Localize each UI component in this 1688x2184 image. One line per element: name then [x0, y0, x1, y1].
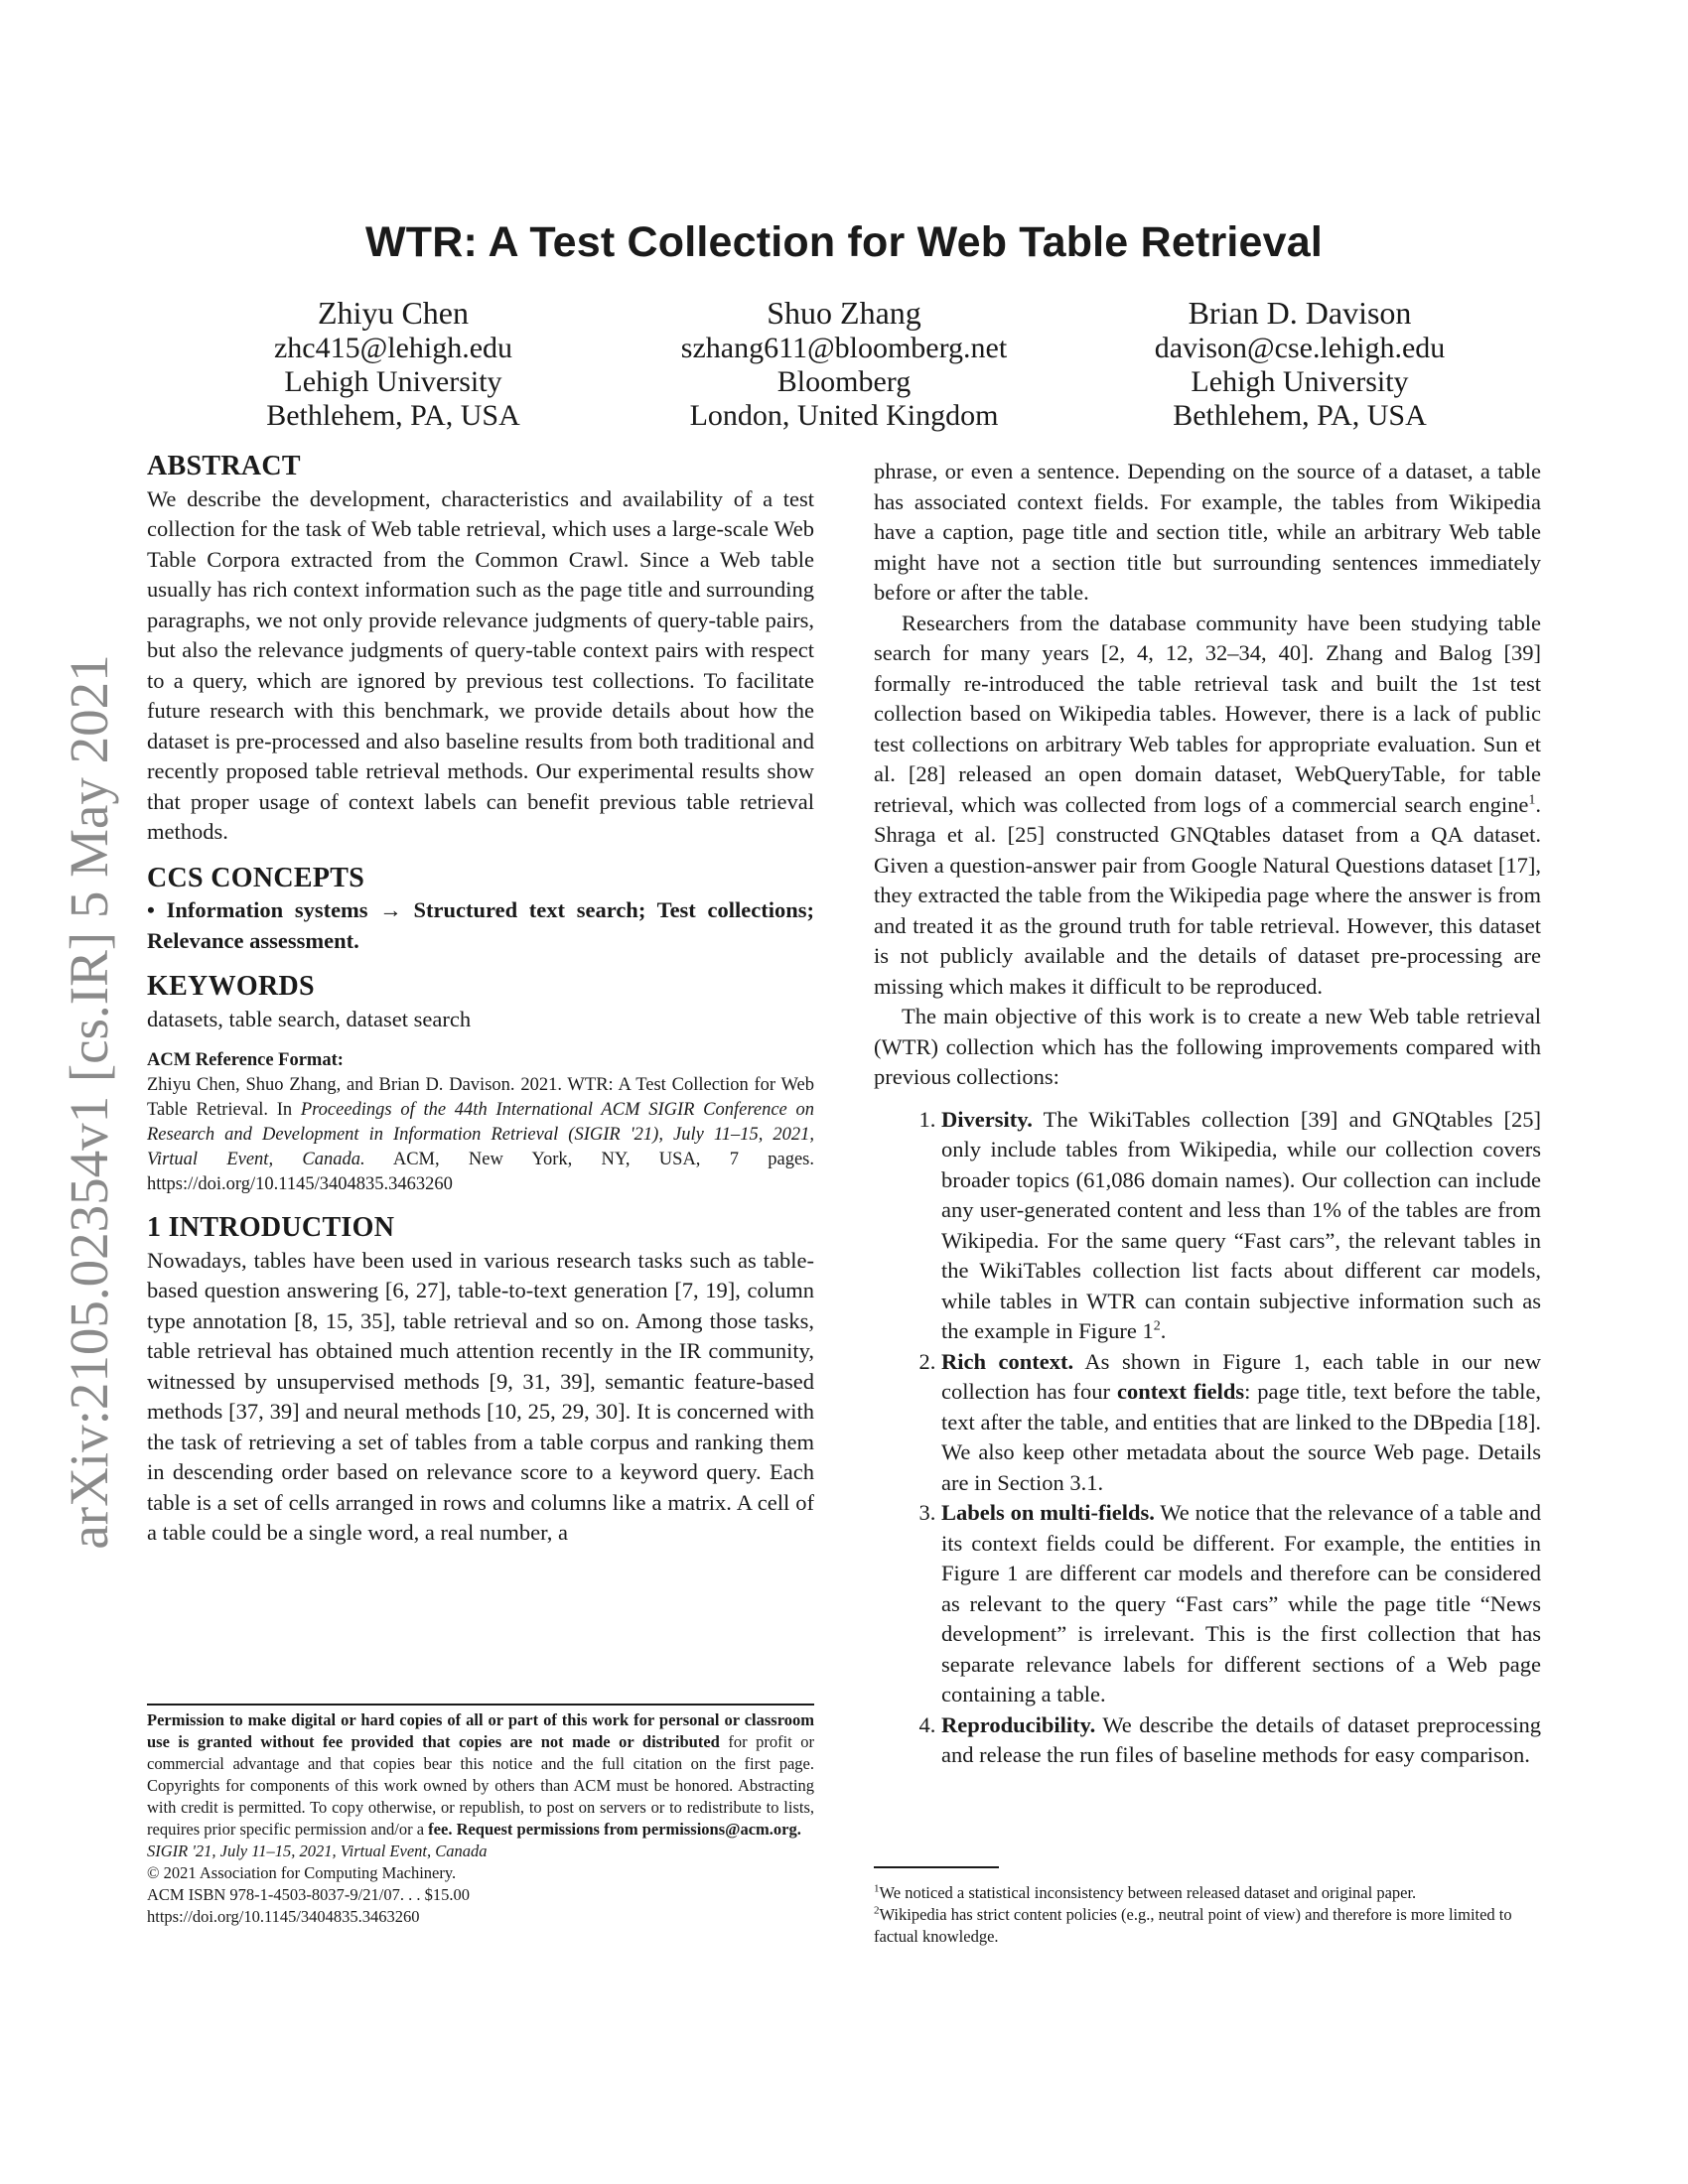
- keywords-text: datasets, table search, dataset search: [147, 1006, 472, 1031]
- author-org: Lehigh University: [1191, 365, 1409, 398]
- list-item: 2. Rich context. As shown in Figure 1, each table in our new collection has four context fields: page title, text before the table, text after the table, and entities that are linked to the DBpedia [18]. We also keep other metadata about the source Web page. Details are in Section 3.1.: [941, 1347, 1541, 1499]
- list-item: 1. Diversity. The WikiTables collection [39] and GNQtables [25] only include tables from Wikipedia, while our collection covers broader topics (61,086 domain names). Our collection can include any user-generated content and less than 1% of the tables are from Wikipedia. For the same query “Fast cars”, the relevant tables in the WikiTables collection list facts about different car models, while tables in WTR can contain subjective information such as the example in Figure $1^2$.: [941, 1105, 1541, 1347]
- permission-block: [147, 1709, 814, 1928]
- ccs-heading: CCS CONCEPTS: [147, 862, 365, 893]
- acm-reference-heading: ACM Reference Format:: [147, 1050, 344, 1070]
- footnote: $^1$We noticed a statistical inconsistency between released dataset and original paper.: [874, 1882, 1417, 1902]
- author-org: Bloomberg: [776, 365, 912, 398]
- abstract-text: We describe the development, characteristics and availability of a test collection for the task of Web table retrieval, which uses a large-scale Web Table Corpora extracted from the Common Crawl. Since a Web table usually has rich context information such as the page title and surrounding paragraphs, we not only provide relevance judgments of query-table pairs, but also the relevance judgments of query-table context pairs with respect to a query, which are ignored by previous test collections. To facilitate future research with this benchmark, we provide details about how the dataset is pre-processed and also baseline results from both traditional and recently proposed table retrieval methods. Our experimental results show that proper usage of context labels can benefit previous table retrieval methods.: [147, 485, 814, 844]
- footnotes: [874, 1882, 1541, 1948]
- permission-text: Permission to make digital or hard copies of all or part of this work for personal or classroom use is granted without fee provided that copies are not made or distributed for profit or commercial advantage and that copies bear this notice and the full citation on the first page. Copyrights for components of this work owned by others than ACM must be honored. Abstracting with credit is permitted. To copy otherwise, or republish, to post on servers or to redistribute to lists, requires prior specific permission and/or a fee. Request permissions from permissions@acm.org.: [147, 1710, 814, 1839]
- author-name: Brian D. Davison: [1188, 295, 1412, 331]
- introduction-paragraph: Nowadays, tables have been used in various research tasks such as table-based question answering [6, 27], table-to-text generation [7, 19], column type annotation [8, 15, 35], table retrieval and so on. Among those tasks, table retrieval has obtained much attention recently in the IR community, witnessed by unsupervised methods [9, 31, 39], semantic feature-based methods [37, 39] and neural methods [10, 25, 29, 30]. It is concerned with the task of retrieving a set of tables from a table corpus and ranking them in descending order based on relevance score to a keyword query. Each table is a set of cells arranged in rows and columns like a matrix. A cell of a table could be a single word, a real number, a: [147, 1247, 814, 1545]
- author-block-1: [185, 294, 602, 433]
- author-name: Shuo Zhang: [767, 295, 921, 331]
- acm-reference-text: Zhiyu Chen, Shuo Zhang, and Brian D. Davison. 2021. WTR: A Test Collection for Web Table Retrieval. In Proceedings of the 44th International ACM SIGIR Conference on Research and Development in Information Retrieval (SIGIR '21), July 11–15, 2021, Virtual Event, Canada. ACM, New York, NY, USA, 7 pages. https://doi.org/10.1145/3404835.3463260: [147, 1075, 815, 1194]
- author-location: Bethlehem, PA, USA: [1173, 399, 1427, 432]
- abstract-heading: ABSTRACT: [147, 451, 301, 481]
- list-item: 4. Reproducibility. We describe the details of dataset preprocessing and release the run files of baseline methods for easy comparison.: [941, 1710, 1541, 1771]
- copyright-line: © 2021 Association for Computing Machinery.: [147, 1863, 457, 1882]
- conference-line: SIGIR '21, July 11–15, 2021, Virtual Event, Canada: [147, 1842, 488, 1860]
- footnote: $^2$Wikipedia has strict content policies (e.g., neutral point of view) and therefore is more limited to factual knowledge.: [874, 1904, 1512, 1946]
- author-email: szhang611@bloomberg.net: [680, 332, 1008, 364]
- isbn-line: ACM ISBN 978-1-4503-8037-9/21/07. . . $15.00: [147, 1885, 470, 1904]
- doi-line: https://doi.org/10.1145/3404835.3463260: [147, 1907, 420, 1926]
- improvements-list: [874, 1105, 1541, 1771]
- keywords-heading: KEYWORDS: [147, 971, 315, 1002]
- arxiv-sidebar-label: arXiv:2105.02354v1 [cs.IR] 5 May 2021: [59, 654, 119, 1550]
- author-block-2: [635, 294, 1053, 433]
- author-location: Bethlehem, PA, USA: [266, 399, 520, 432]
- author-location: London, United Kingdom: [689, 399, 999, 432]
- author-email: davison@cse.lehigh.edu: [1154, 332, 1446, 364]
- author-block-3: [1091, 294, 1508, 433]
- author-email: zhc415@lehigh.edu: [273, 332, 513, 364]
- paragraph: phrase, or even a sentence. Depending on the source of a dataset, a table has associated context fields. For example, the tables from Wikipedia have a caption, page title and section title, while an arbitrary Web table might have not a section title but surrounding sentences immediately before or after the table.: [874, 459, 1541, 605]
- right-column: [874, 457, 1541, 1771]
- footnote-divider: [874, 1866, 999, 1868]
- paragraph: The main objective of this work is to create a new Web table retrieval (WTR) collection which has the following improvements compared with previous collections:: [874, 1004, 1541, 1089]
- author-org: Lehigh University: [284, 365, 502, 398]
- permission-divider: [147, 1704, 814, 1706]
- author-name: Zhiyu Chen: [318, 295, 469, 331]
- paragraph: Researchers from the database community have been studying table search for many years [2, 4, 12, 32–34, 40]. Zhang and Balog [39] formally re-introduced the table retrieval task and built the 1st test collection based on Wikipedia tables. However, there is a lack of public test collections on arbitrary Web tables for appropriate evaluation. Sun et al. [28] released an open domain dataset, WebQueryTable, for table retrieval, which was collected from logs of a commercial search engine$^1$. Shraga et al. [25] constructed GNQtables dataset from a QA dataset. Given a question-answer pair from Google Natural Questions dataset [17], they extracted the table from the Wikipedia page where the answer is from and treated it as the ground truth for table retrieval. However, this dataset is not publicly available and the details of dataset pre-processing are missing which makes it difficult to be reproduced.: [874, 610, 1541, 999]
- paper-title: WTR: A Test Collection for Web Table Retrieval: [364, 218, 1324, 266]
- left-column: [147, 452, 814, 1549]
- ccs-text: • Information systems → Structured text search; Test collections; Relevance assessment.: [147, 897, 814, 953]
- introduction-heading: 1 INTRODUCTION: [147, 1212, 395, 1243]
- list-item: 3. Labels on multi-fields. We notice that the relevance of a table and its context fields could be different. For example, the entities in Figure 1 are different car models and therefore can be considered as relevant to the query “Fast cars” while the page title “News development” is irrelevant. This is the first collection that has separate relevance labels for different sections of a Web page containing a table.: [941, 1498, 1541, 1710]
